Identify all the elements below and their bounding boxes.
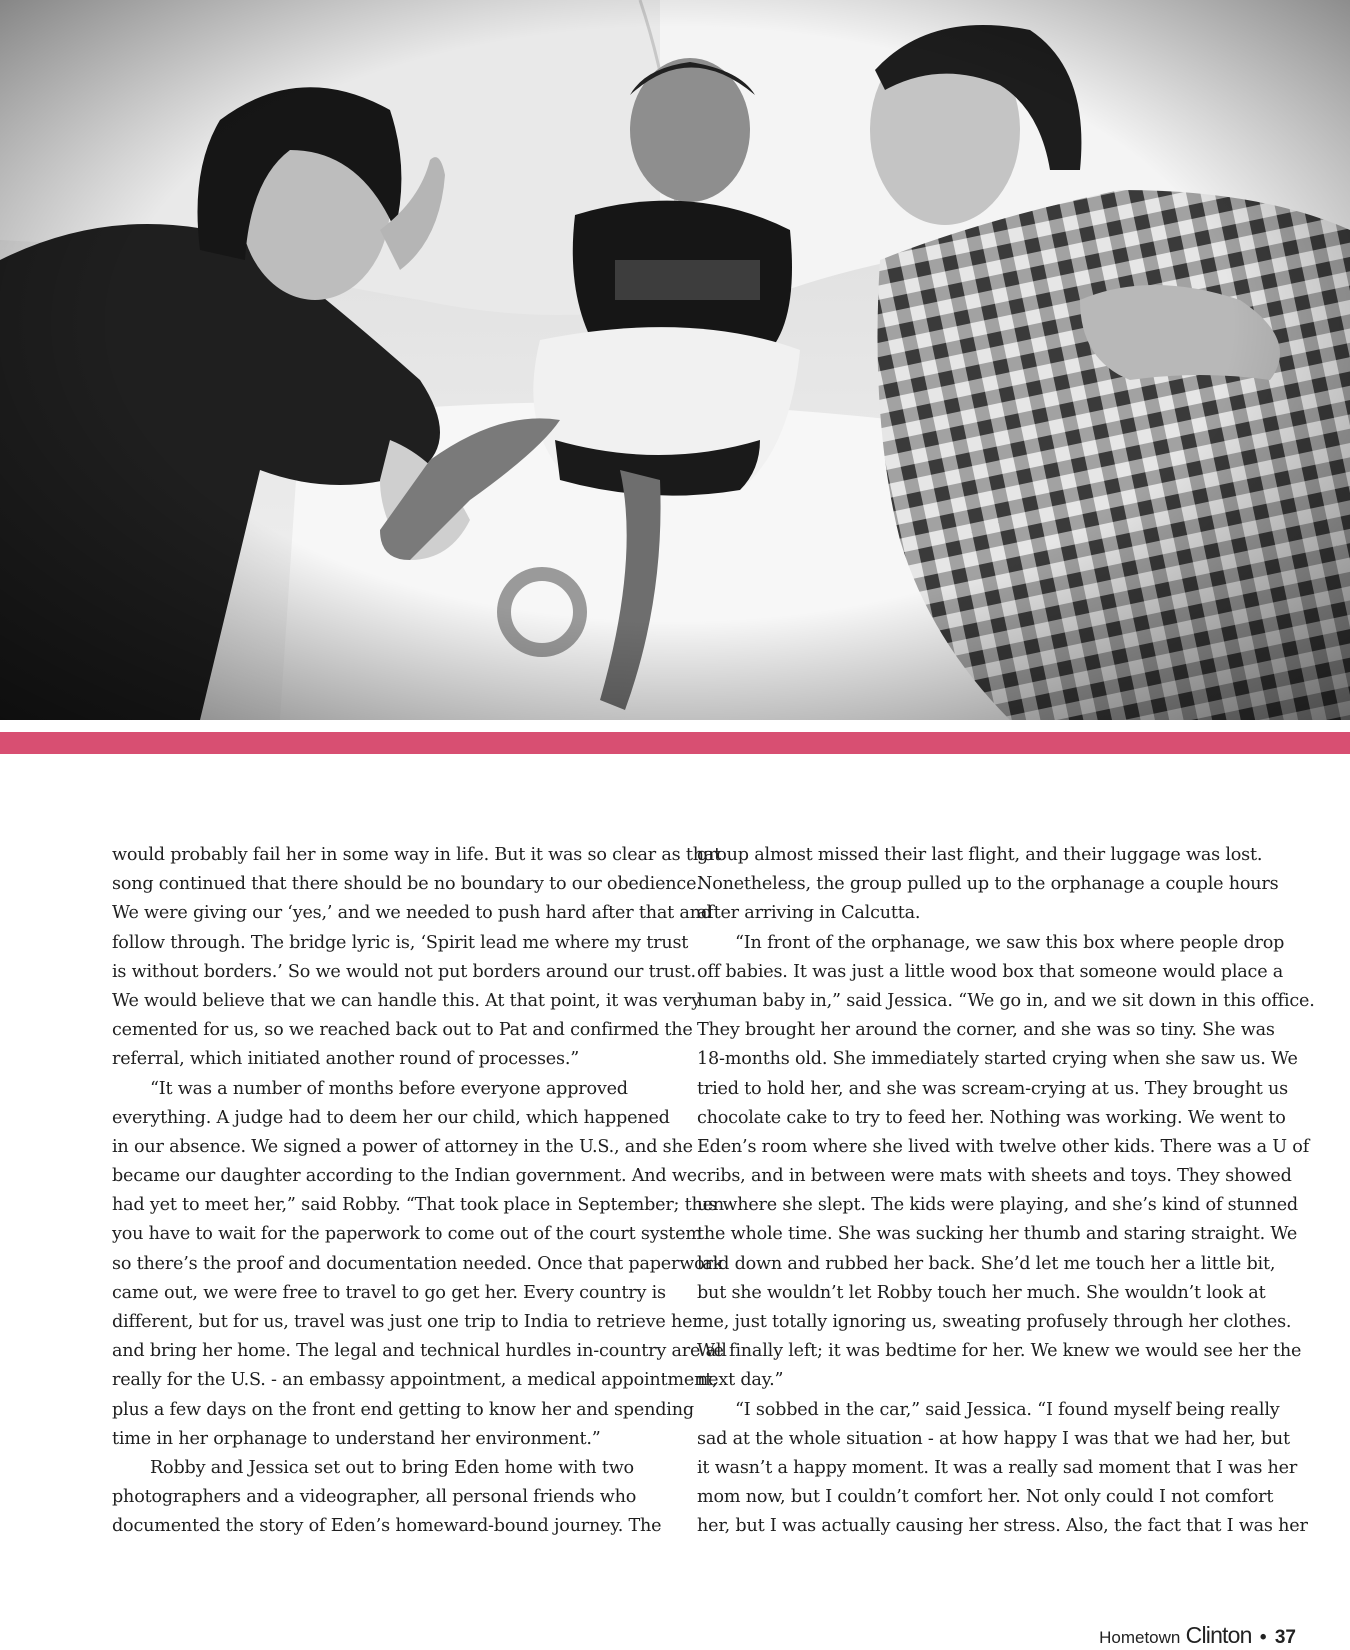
text-line: documented the story of Eden’s homeward-bound journey. The (112, 1516, 662, 1537)
text-line: time in her orphanage to understand her environment.” (112, 1428, 601, 1449)
page-number: 37 (1274, 1627, 1296, 1648)
text-line: so there’s the proof and documentation needed. Once that paperwork (112, 1253, 724, 1274)
text-line: after arriving in Calcutta. (697, 903, 921, 924)
text-line: They brought her around the corner, and she was so tiny. She was (697, 1020, 1275, 1041)
feature-photo (0, 0, 1350, 720)
text-line: us where she slept. The kids were playing, and she’s kind of stunned (697, 1195, 1298, 1216)
text-line: Nonetheless, the group pulled up to the orphanage a couple hours (697, 874, 1279, 895)
text-line: came out, we were free to travel to go get her. Every country is (112, 1282, 666, 1303)
text-line: Eden’s room where she lived with twelve other kids. There was a U of (697, 1136, 1310, 1157)
text-line: We finally left; it was bedtime for her. We knew we would see her the (697, 1341, 1302, 1362)
text-line: is without borders.’ So we would not put borders around our trust. (112, 961, 696, 982)
text-line: in our absence. We signed a power of attorney in the U.S., and she (112, 1136, 693, 1157)
text-line: “It was a number of months before everyone approved (150, 1078, 628, 1099)
text-line: “I sobbed in the car,” said Jessica. “I found myself being really (735, 1399, 1280, 1420)
text-line: became our daughter according to the Indian government. And we (112, 1166, 697, 1187)
text-line: 18-months old. She immediately started crying when she saw us. We (697, 1049, 1298, 1070)
text-line: “In front of the orphanage, we saw this box where people drop (735, 932, 1285, 953)
text-line: off babies. It was just a little wood box that someone would place a (697, 961, 1284, 982)
text-line: follow through. The bridge lyric is, ‘Spirit lead me where my trust (112, 932, 689, 953)
text-line: would probably fail her in some way in life. But it was so clear as that (112, 845, 722, 865)
text-line: cemented for us, so we reached back out to Pat and confirmed the (112, 1020, 693, 1041)
text-line: mom now, but I couldn’t comfort her. Not only could I not comfort (697, 1487, 1274, 1508)
article-column-left (112, 841, 727, 1542)
text-line: We would believe that we can handle this. At that point, it was very (112, 990, 701, 1011)
text-line: plus a few days on the front end getting to know her and spending (112, 1399, 694, 1420)
text-line: me, just totally ignoring us, sweating profusely through her clothes. (697, 1312, 1292, 1332)
text-line: sad at the whole situation - at how happy I was that we had her, but (697, 1428, 1290, 1449)
text-line: song continued that there should be no boundary to our obedience. (112, 874, 702, 895)
magazine-name-hometown: Hometown (1099, 1628, 1181, 1647)
footer-bullet: • (1259, 1627, 1267, 1648)
text-line: her, but I was actually causing her stress. Also, the fact that I was her (697, 1516, 1308, 1537)
magazine-name-clinton: Clinton (1185, 1622, 1252, 1648)
text-line: Robby and Jessica set out to bring Eden home with two (150, 1457, 634, 1478)
text-line: photographers and a videographer, all personal friends who (112, 1487, 637, 1508)
family-photo-icon (0, 0, 1350, 720)
text-line: laid down and rubbed her back. She’d let me touch her a little bit, (697, 1253, 1276, 1274)
text-line: group almost missed their last flight, and their luggage was lost. (697, 845, 1263, 865)
text-line: but she wouldn’t let Robby touch her much. She wouldn’t look at (697, 1282, 1266, 1303)
text-line: the whole time. She was sucking her thumb and staring straight. We (697, 1224, 1298, 1245)
text-line: different, but for us, travel was just one trip to India to retrieve her (112, 1312, 701, 1332)
accent-bar (0, 732, 1350, 754)
text-line: chocolate cake to try to feed her. Nothing was working. We went to (697, 1107, 1286, 1128)
text-line: you have to wait for the paperwork to come out of the court system (112, 1224, 702, 1245)
page-footer (1099, 1622, 1296, 1649)
text-line: human baby in,” said Jessica. “We go in, and we sit down in this office. (697, 990, 1315, 1011)
text-line: next day.” (697, 1370, 784, 1391)
article-column-right (697, 841, 1315, 1542)
text-line: cribs, and in between were mats with sheets and toys. They showed (697, 1166, 1292, 1187)
text-line: really for the U.S. - an embassy appointment, a medical appointment, (112, 1370, 718, 1391)
text-line: We were giving our ‘yes,’ and we needed to push hard after that and (112, 903, 712, 924)
text-line: referral, which initiated another round of processes.” (112, 1049, 580, 1070)
text-line: it wasn’t a happy moment. It was a really sad moment that I was her (697, 1457, 1298, 1478)
text-line: and bring her home. The legal and technical hurdles in-country are all (112, 1341, 727, 1362)
text-line: had yet to meet her,” said Robby. “That took place in September; then (112, 1195, 725, 1216)
text-line: tried to hold her, and she was scream-crying at us. They brought us (697, 1078, 1289, 1099)
text-line: everything. A judge had to deem her our child, which happened (112, 1107, 670, 1128)
